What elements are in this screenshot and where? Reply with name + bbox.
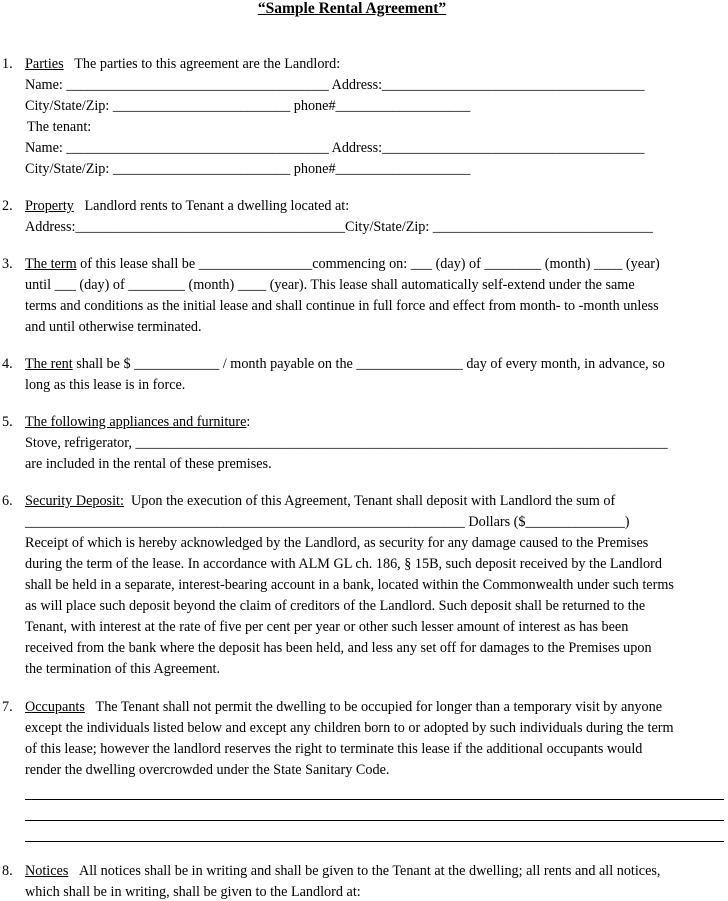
term-text-1: of this lease shall be ________________commencing on: ___ (day) of ________ (month) ____ (year) (80, 256, 660, 272)
deposit-line-9: the termination of this Agreement. (25, 661, 221, 677)
appliances-line-1: Stove, refrigerator, ___________________________________________________________________________ (25, 435, 668, 451)
occupants-line-1 (25, 698, 662, 716)
term-line-2: until ___ (day) of ________ (month) ____ (year). This lease shall automatically self-extend under the same (25, 277, 635, 293)
occupant-blank-line (25, 841, 724, 842)
deposit-line-3: Receipt of which is hereby acknowledged by the Landlord, as security for any damage caused to the Premises (25, 535, 649, 551)
notices-text-1: All notices shall be in writing and shall be given to the Tenant at the dwelling; all rents and all notices, (78, 863, 661, 879)
section-number: 3. (2, 256, 13, 272)
deposit-line-1 (25, 492, 615, 510)
section-heading: The rent (25, 356, 73, 372)
section-number: 2. (2, 198, 13, 214)
deposit-line-2: ______________________________________________________________ Dollars ($______________) (25, 514, 630, 530)
section-heading: Property (25, 198, 74, 214)
landlord-city-phone-line: City/State/Zip: _________________________ phone#___________________ (25, 98, 471, 114)
deposit-text-1: Upon the execution of this Agreement, Tenant shall deposit with Landlord the sum of (131, 493, 616, 509)
section-heading: Parties (25, 56, 64, 72)
section-number: 5. (2, 414, 13, 430)
deposit-line-6: as will place such deposit beyond the claim of creditors of the Landlord. Such deposit shall be returned to the (25, 598, 646, 614)
section-number: 1. (2, 56, 13, 72)
notices-line-2: which shall be in writing, shall be given to the Landlord at: (25, 884, 361, 900)
rent-line-1 (25, 355, 665, 373)
heading-colon: : (246, 414, 251, 430)
term-line-1 (25, 255, 660, 273)
notices-line-1 (25, 862, 660, 880)
rent-text-1: shall be $ ____________ / month payable on the _______________ day of every month, in advance, so (76, 356, 665, 372)
section-heading: Occupants (25, 699, 85, 715)
section-number: 8. (2, 863, 13, 879)
tenant-city-phone-line: City/State/Zip: _________________________ phone#___________________ (25, 161, 471, 177)
term-line-3: terms and conditions as the initial lease and shall continue in full force and effect from month- to -month unless (25, 298, 659, 314)
section-heading: The following appliances and furniture (25, 414, 247, 430)
occupants-line-4: render the dwelling overcrowded under the State Sanitary Code. (25, 762, 390, 778)
document-title: “Sample Rental Agreement” (257, 0, 447, 17)
section-heading: Security Deposit: (25, 493, 124, 509)
landlord-name-address-line: Name: _____________________________________ Address:_____________________________________ (25, 77, 645, 93)
occupant-blank-line (25, 799, 724, 800)
section-number: 4. (2, 356, 13, 372)
parties-intro: The parties to this agreement are the Landlord: (74, 56, 341, 72)
section-number: 7. (2, 699, 13, 715)
property-address-line: Address:______________________________________City/State/Zip: _______________________________ (25, 219, 653, 235)
occupants-line-3: of this lease; however the landlord reserves the right to terminate this lease if the additional occupants would (25, 741, 643, 757)
section-heading: Notices (25, 863, 69, 879)
occupant-blank-line (25, 820, 724, 821)
tenant-label: The tenant: (27, 119, 92, 135)
parties-intro-line (25, 55, 340, 73)
occupants-line-2: except the individuals listed below and except any children born to or adopted by such individuals during the term (25, 720, 674, 736)
property-intro: Landlord rents to Tenant a dwelling located at: (84, 198, 350, 214)
deposit-line-5: shall be held in a separate, interest-bearing account in a bank, located within the Commonwealth under such terms (25, 577, 674, 593)
appliances-line-2: are included in the rental of these premises. (25, 456, 272, 472)
term-line-4: and until otherwise terminated. (25, 319, 202, 335)
rent-line-2: long as this lease is in force. (25, 377, 186, 393)
property-intro-line (25, 197, 349, 215)
deposit-line-7: Tenant, with interest at the rate of five per cent per year or other such lesser amount of interest as has been (25, 619, 629, 635)
deposit-line-4: during the term of the lease. In accordance with ALM GL ch. 186, § 15B, such deposit received by the Landlord (25, 556, 662, 572)
appliances-heading-line (25, 413, 250, 431)
section-number: 6. (2, 493, 13, 509)
tenant-name-address-line: Name: _____________________________________ Address:_____________________________________ (25, 140, 645, 156)
occupants-text-1: The Tenant shall not permit the dwelling to be occupied for longer than a temporary visit by anyone (95, 699, 663, 715)
section-heading: The term (25, 256, 77, 272)
deposit-line-8: received from the bank where the deposit has been held, and less any set off for damages to the Premises upon (25, 640, 652, 656)
